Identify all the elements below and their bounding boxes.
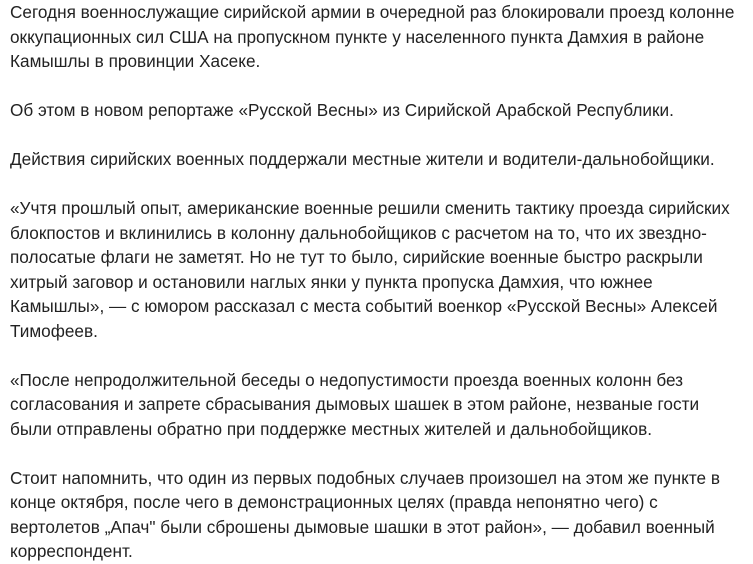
paragraph-quote-conversation: «После непродолжительной беседы о недопустимости проезда военных колонн без согласования и запрете сбрасывания дымовых шашек в этом районе, незваные гости были отправлены обратно при поддержке местных жителей и дальнобойщиков. [10,369,700,439]
paragraph-reminder: Стоит напомнить, что один из первых подобных случаев произошел на этом же пункте в конце октября, после чего в демонстрационных целях (правда непонятно чего) с вертолетов „Апач" были сброшены дымовые шашки в этот район», — добавил военный корреспондент. [10,467,720,561]
paragraph-source: Об этом в новом репортаже «Русской Весны» из Сирийской Арабской Республики. [10,100,674,120]
paragraph-quote-tactics: «Учтя прошлый опыт, американские военные решили сменить тактику проезда сирийских блокпостов и вклинились в колонну дальнобойщиков с расчетом на то, что их звездно-полосатые флаги не заметят. Но не тут то было, сирийские военные быстро раскрыли хитрый заговор и остановили наглых янки у пункта пропуска Дамхия, что южнее Камышлы», — с юмором рассказал с места событий военкор «Русской Весны» Алексей Тимофеев. [10,198,730,341]
paragraph-intro: Сегодня военнослужащие сирийской армии в очередной раз блокировали проезд колонне оккупационных сил США на пропускном пункте у населенного пункта Дамхия в районе Камышлы в провинции Хасеке. [10,2,735,71]
paragraph-support: Действия сирийских военных поддержали местные жители и водители-дальнобойщики. [10,149,715,169]
